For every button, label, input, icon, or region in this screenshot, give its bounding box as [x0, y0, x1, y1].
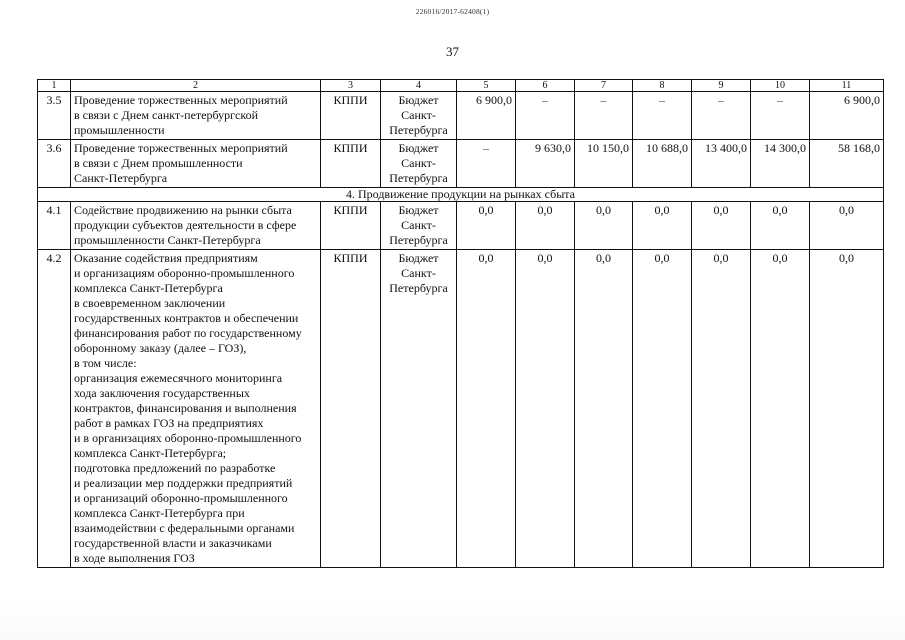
column-number-cell: 8 — [633, 80, 692, 92]
column-number-cell: 1 — [38, 80, 71, 92]
value-cell: 0,0 — [810, 250, 884, 568]
section-header-row — [38, 188, 884, 202]
value-cell: 0,0 — [575, 250, 633, 568]
page-bottom-margin — [0, 600, 905, 640]
section-title: 4. Продвижение продукции на рынках сбыта — [38, 188, 884, 202]
column-number-cell: 4 — [381, 80, 457, 92]
item-name: Проведение торжественных мероприятий в связи с Днем санкт-петербургской промышленности — [71, 92, 321, 140]
value-cell: 14 300,0 — [751, 140, 810, 188]
table-row — [38, 92, 884, 140]
table-body — [38, 80, 884, 568]
item-funding-source: Бюджет Санкт- Петербурга — [381, 140, 457, 188]
value-cell: – — [457, 140, 516, 188]
value-cell: – — [633, 92, 692, 140]
value-cell: 10 150,0 — [575, 140, 633, 188]
column-number-cell: 6 — [516, 80, 575, 92]
table-row — [38, 202, 884, 250]
value-cell: 0,0 — [516, 250, 575, 568]
value-cell: – — [575, 92, 633, 140]
value-cell: – — [516, 92, 575, 140]
column-number-cell: 2 — [71, 80, 321, 92]
value-cell: 6 900,0 — [457, 92, 516, 140]
value-cell: 0,0 — [751, 202, 810, 250]
item-number: 3.6 — [38, 140, 71, 188]
item-funding-source: Бюджет Санкт- Петербурга — [381, 92, 457, 140]
value-cell: 0,0 — [751, 250, 810, 568]
value-cell: 0,0 — [633, 202, 692, 250]
value-cell: 6 900,0 — [810, 92, 884, 140]
value-cell: 0,0 — [575, 202, 633, 250]
value-cell: 0,0 — [457, 250, 516, 568]
column-number-cell: 3 — [321, 80, 381, 92]
item-name: Проведение торжественных мероприятий в связи с Днем промышленности Санкт-Петербурга — [71, 140, 321, 188]
document-id: 226016/2017-62408(1) — [415, 7, 490, 16]
value-cell: 10 688,0 — [633, 140, 692, 188]
value-cell: 13 400,0 — [692, 140, 751, 188]
column-number-cell: 7 — [575, 80, 633, 92]
column-number-cell: 11 — [810, 80, 884, 92]
value-cell: 0,0 — [692, 202, 751, 250]
column-number-row — [38, 80, 884, 92]
value-cell: 0,0 — [810, 202, 884, 250]
column-number-cell: 10 — [751, 80, 810, 92]
item-executor: КППИ — [321, 92, 381, 140]
value-cell: 0,0 — [457, 202, 516, 250]
column-number-cell: 9 — [692, 80, 751, 92]
value-cell: – — [692, 92, 751, 140]
item-name: Оказание содействия предприятиям и организациям оборонно-промышленного комплекса Санкт-Петербурга в своевременном заключении государственных контрактов и обеспечении финансирования работ по государственному оборонному заказу (далее – ГОЗ), в том числе: организация ежемесячного мониторинга хода заключения государственных контрактов, финансирования и выполнения работ в рамках ГОЗ на предприятиях и в организациях оборонно-промышленного комплекса Санкт-Петербурга; подготовка предложений по разработке и реализации мер поддержки предприятий и организаций оборонно-промышленного комплекса Санкт-Петербурга при взаимодействии с федеральными органами государственной власти и заказчиками в ходе выполнения ГОЗ — [71, 250, 321, 568]
value-cell: 0,0 — [516, 202, 575, 250]
table-row — [38, 250, 884, 568]
item-name: Содействие продвижению на рынки сбыта продукции субъектов деятельности в сфере промышленности Санкт-Петербурга — [71, 202, 321, 250]
value-cell: 9 630,0 — [516, 140, 575, 188]
value-cell: – — [751, 92, 810, 140]
program-table — [37, 79, 884, 568]
item-number: 4.1 — [38, 202, 71, 250]
value-cell: 58 168,0 — [810, 140, 884, 188]
value-cell: 0,0 — [633, 250, 692, 568]
item-funding-source: Бюджет Санкт- Петербурга — [381, 202, 457, 250]
item-funding-source: Бюджет Санкт- Петербурга — [381, 250, 457, 568]
table-row — [38, 140, 884, 188]
item-executor: КППИ — [321, 250, 381, 568]
column-number-cell: 5 — [457, 80, 516, 92]
value-cell: 0,0 — [692, 250, 751, 568]
page-number: 37 — [446, 44, 459, 59]
item-number: 3.5 — [38, 92, 71, 140]
item-number: 4.2 — [38, 250, 71, 568]
item-executor: КППИ — [321, 140, 381, 188]
item-executor: КППИ — [321, 202, 381, 250]
